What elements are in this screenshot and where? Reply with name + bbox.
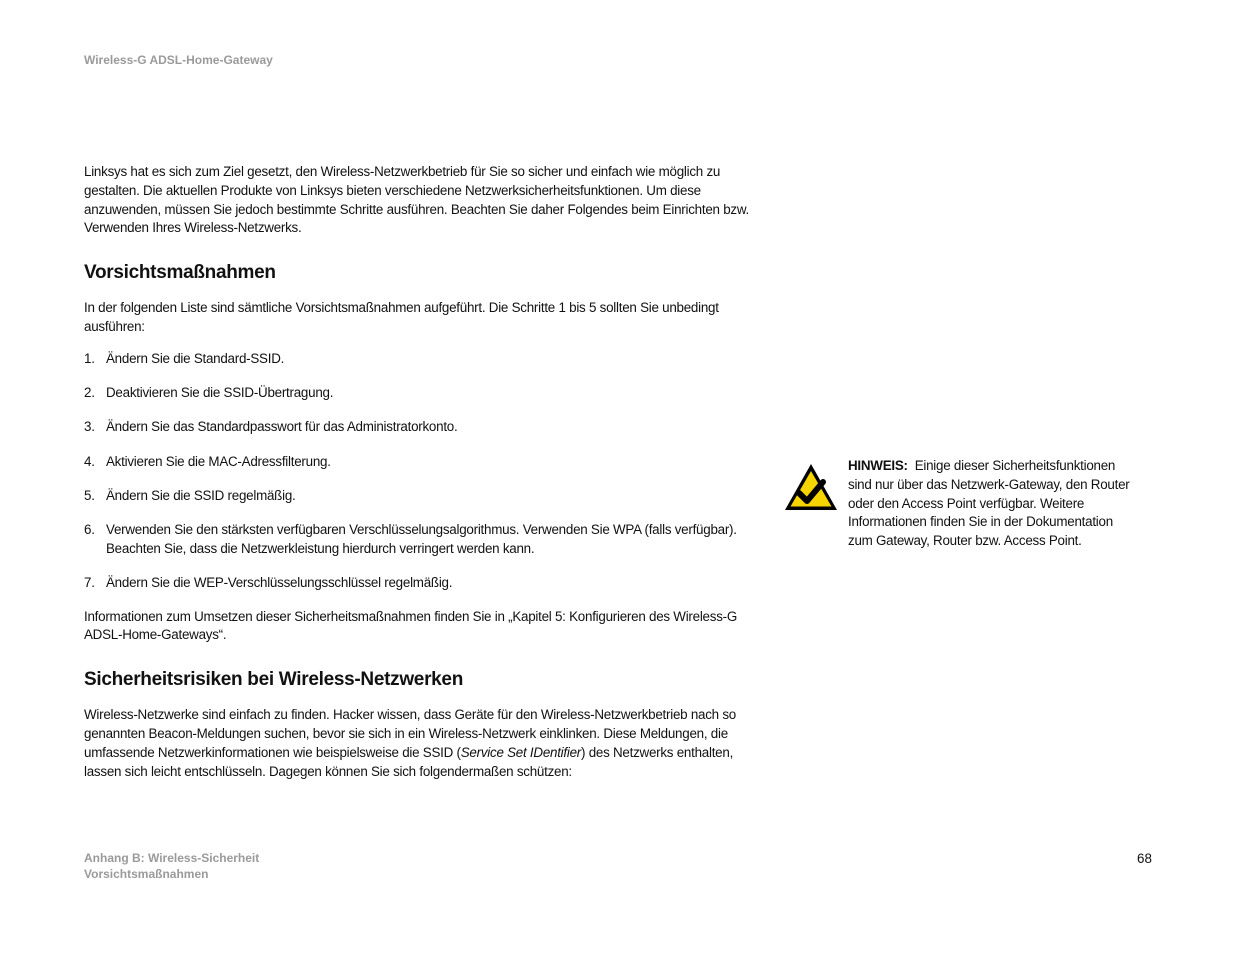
list-item-text: Ändern Sie die WEP-Verschlüsselungsschlüssel regelmäßig. — [106, 575, 453, 591]
ssid-term: Service Set IDentifier — [460, 744, 582, 760]
list-item — [84, 574, 759, 593]
list-item-number: 6. — [84, 522, 95, 538]
footer-chapter: Anhang B: Wireless-Sicherheit — [84, 851, 260, 865]
risks-text-end: ) des Netzwerks enthalten, lassen sich leicht entschlüsseln. Dagegen können Sie sich folgendermaßen schützen: — [84, 744, 734, 779]
list-item-number: 2. — [84, 385, 95, 401]
risks-paragraph — [84, 706, 759, 781]
list-item — [84, 418, 759, 437]
section-heading-precautions: Vorsichtsmaßnahmen — [84, 262, 276, 284]
list-item-text: Ändern Sie die Standard-SSID. — [106, 350, 285, 366]
risks-text-start: Wireless-Netzwerke sind einfach zu finden. Hacker wissen, dass Geräte für den Wireless-Netzwerkbetrieb nach so genannten Beacon-Meldungen suchen, bevor sie sich in ein Wireless-Netzwerk einklinken. Diese Meldungen, die umfassende Netzwerkinformationen wie beispielsweise die SSID ( — [84, 707, 736, 760]
page-number: 68 — [1137, 851, 1152, 866]
list-item — [84, 384, 759, 403]
list-item-text: Deaktivieren Sie die SSID-Übertragung. — [106, 385, 334, 401]
note-label: HINWEIS: — [848, 458, 908, 473]
list-item-text: Ändern Sie das Standardpasswort für das Administratorkonto. — [106, 419, 458, 435]
list-item-number: 5. — [84, 487, 95, 503]
note-text — [848, 457, 1140, 551]
list-item — [84, 487, 759, 506]
list-item-number: 7. — [84, 575, 95, 591]
precautions-info: Informationen zum Umsetzen dieser Sicherheitsmaßnahmen finden Sie in „Kapitel 5: Konfigurieren des Wireless-G ADSL-Home-Gateways“. — [84, 608, 738, 643]
note-body: Einige dieser Sicherheitsfunktionen sind nur über das Netzwerk-Gateway, den Router oder den Access Point verfügbar. Weitere Informationen finden Sie in der Dokumentation zum Gateway, Router bzw. Access Point. — [848, 458, 1130, 549]
list-item — [84, 453, 759, 472]
list-item — [84, 350, 759, 369]
list-item-number: 3. — [84, 419, 95, 435]
section-heading-risks: Sicherheitsrisiken bei Wireless-Netzwerken — [84, 669, 464, 691]
footer — [84, 851, 259, 882]
precautions-list — [84, 350, 759, 593]
list-item-text: Ändern Sie die SSID regelmäßig. — [106, 487, 296, 503]
main-content — [84, 163, 759, 781]
list-item-text: Aktivieren Sie die MAC-Adressfilterung. — [106, 453, 331, 469]
footer-section: Vorsichtsmaßnahmen — [84, 866, 209, 881]
running-header: Wireless-G ADSL-Home-Gateway — [84, 53, 273, 67]
checkmark-warning-icon — [783, 462, 839, 512]
list-item-number: 1. — [84, 350, 95, 366]
intro-paragraph: Linksys hat es sich zum Ziel gesetzt, den Wireless-Netzwerkbetrieb für Sie so sicher und einfach wie möglich zu gestalten. Die aktuellen Produkte von Linksys bieten verschiedene Netzwerksicherheitsfunktionen. Um diese anzuwenden, müssen Sie jedoch bestimmte Schritte ausführen. Beachten Sie daher Folgendes beim Einrichten bzw. Verwenden Ihres Wireless-Netzwerks. — [84, 164, 749, 236]
list-item — [84, 521, 759, 559]
precautions-lead: In der folgenden Liste sind sämtliche Vorsichtsmaßnahmen aufgeführt. Die Schritte 1 bis 5 sollten Sie unbedingt ausführen: — [84, 300, 719, 334]
list-item-text: Verwenden Sie den stärksten verfügbaren Verschlüsselungsalgorithmus. Verwenden Sie WPA (falls verfügbar). Beachten Sie, dass die Netzwerkleistung hierdurch verringert werden kann. — [106, 522, 737, 557]
list-item-number: 4. — [84, 453, 95, 469]
